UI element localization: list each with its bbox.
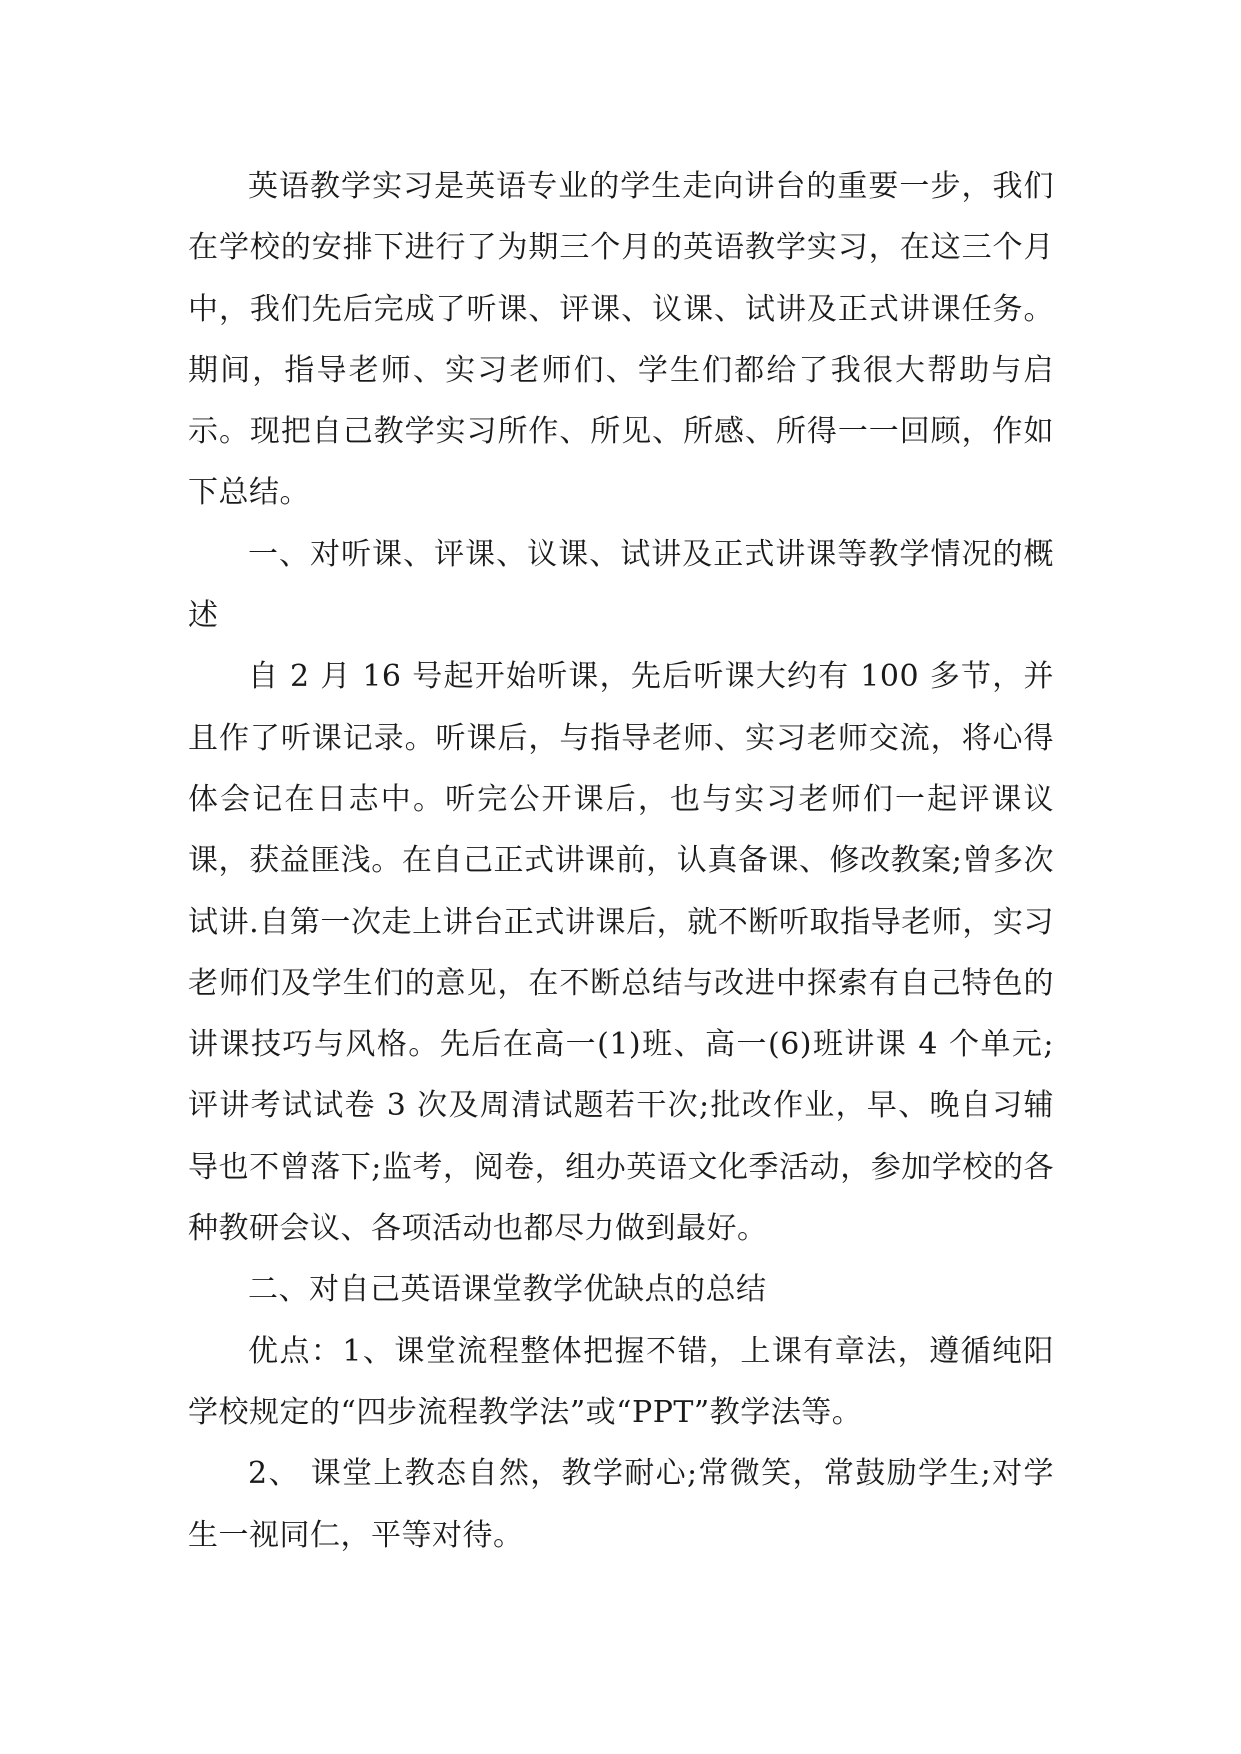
paragraph-strength-two: 2、 课堂上教态自然，教学耐心;常微笑，常鼓励学生;对学生一视同仁，平等对待。	[188, 1456, 1054, 1553]
paragraph-intro: 英语教学实习是英语专业的学生走向讲台的重要一步，我们在学校的安排下进行了为期三个月的英语教学实习，在这三个月中，我们先后完成了听课、评课、议课、试讲及正式讲课任务。期间，指导老师、实习老师们、学生们都给了我很大帮助与启示。现把自己教学实习所作、所见、所感、所得一一回顾，作如下总结。	[188, 169, 1054, 511]
section-heading-two: 二、对自己英语课堂教学优缺点的总结	[248, 1272, 767, 1308]
document-body	[188, 156, 1054, 1566]
paragraph-strength-one: 优点：1、课堂流程整体把握不错，上课有章法，遵循纯阳学校规定的“四步流程教学法”或“PPT”教学法等。	[188, 1333, 1054, 1430]
paragraph-overview: 自 2 月 16 号起开始听课，先后听课大约有 100 多节，并且作了听课记录。听课后，与指导老师、实习老师交流，将心得体会记在日志中。听完公开课后，也与实习老师们一起评课议课，获益匪浅。在自己正式讲课前，认真备课、修改教案;曾多次试讲.自第一次走上讲台正式讲课后，就不断听取指导老师，实习老师们及学生们的意见，在不断总结与改进中探索有自己特色的讲课技巧与风格。先后在高一(1)班、高一(6)班讲课 4 个单元;评讲考试试卷 3 次及周清试题若干次;批改作业，早、晚自习辅导也不曾落下;监考，阅卷，组办英语文化季活动，参加学校的各种教研会议、各项活动也都尽力做到最好。	[188, 659, 1054, 1247]
section-heading-one: 一、对听课、评课、议课、试讲及正式讲课等教学情况的概述	[188, 536, 1054, 634]
